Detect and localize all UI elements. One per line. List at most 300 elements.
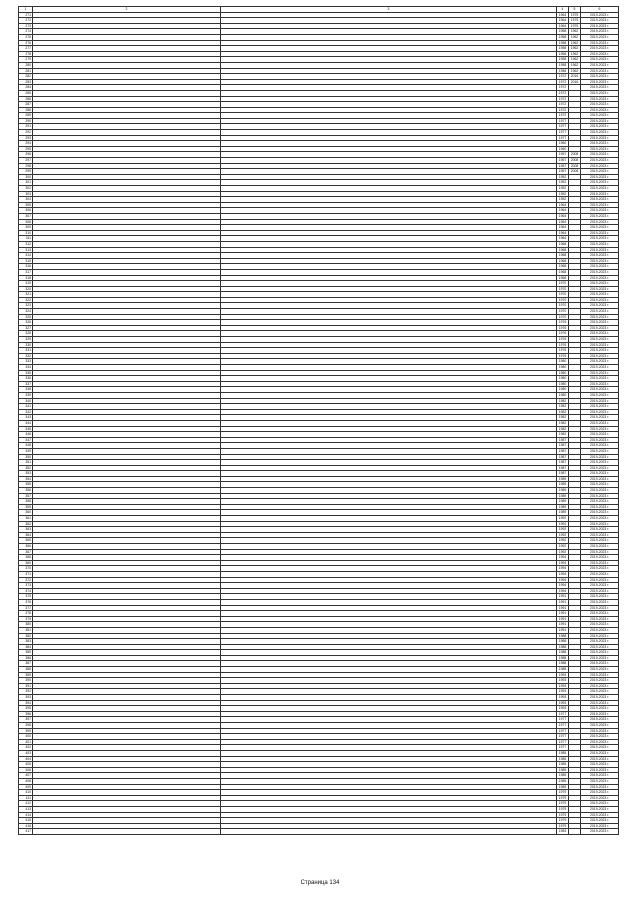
row-number-cell: 380 <box>19 622 33 628</box>
year-built-cell: 1958 <box>557 68 569 74</box>
year-built-cell: 1989 <box>557 504 569 510</box>
year-built-cell: 1972 <box>557 90 569 96</box>
period-cell: 2019-2023 г. <box>581 281 619 287</box>
period-cell: 2019-2023 г. <box>581 471 619 477</box>
year-built-cell: 1977 <box>557 135 569 141</box>
period-cell: 2019-2023 г. <box>581 532 619 538</box>
period-cell: 2019-2023 г. <box>581 661 619 667</box>
period-cell: 2019-2023 г. <box>581 370 619 376</box>
year-built-cell: 1979 <box>557 790 569 796</box>
year-built-cell: 1994 <box>557 588 569 594</box>
row-number-cell: 357 <box>19 493 33 499</box>
period-cell: 2019-2023 г. <box>581 90 619 96</box>
row-number-cell: 279 <box>19 57 33 63</box>
period-cell: 2019-2023 г. <box>581 801 619 807</box>
year-repair-cell: 1962 <box>569 34 581 40</box>
row-number-cell: 290 <box>19 118 33 124</box>
row-number-cell: 311 <box>19 236 33 242</box>
year-built-cell: 1968 <box>557 241 569 247</box>
row-number-cell: 280 <box>19 62 33 68</box>
period-cell: 2019-2023 г. <box>581 398 619 404</box>
year-built-cell: 1970 <box>557 314 569 320</box>
row-number-cell: 371 <box>19 571 33 577</box>
period-cell: 2019-2023 г. <box>581 303 619 309</box>
period-cell: 2019-2023 г. <box>581 420 619 426</box>
row-number-cell: 395 <box>19 706 33 712</box>
row-number-cell: 386 <box>19 655 33 661</box>
year-built-cell: 1980 <box>557 387 569 393</box>
year-built-cell: 1982 <box>557 432 569 438</box>
row-number-cell: 407 <box>19 773 33 779</box>
row-number-cell: 373 <box>19 583 33 589</box>
row-number-cell: 325 <box>19 314 33 320</box>
year-built-cell: 1964 <box>557 202 569 208</box>
column-header-year-repair: 5 <box>569 7 581 13</box>
row-number-cell: 319 <box>19 281 33 287</box>
year-built-cell: 1976 <box>557 337 569 343</box>
year-built-cell: 1972 <box>557 96 569 102</box>
column-header-period: 6 <box>581 7 619 13</box>
period-cell: 2019-2023 г. <box>581 706 619 712</box>
year-repair-cell: 2016 <box>569 74 581 80</box>
year-built-cell: 1968 <box>557 269 569 275</box>
period-cell: 2019-2023 г. <box>581 325 619 331</box>
year-repair-cell: 2008 <box>569 152 581 158</box>
period-cell: 2019-2023 г. <box>581 409 619 415</box>
year-repair-cell: 1962 <box>569 62 581 68</box>
year-repair-cell: 2016 <box>569 79 581 85</box>
period-cell: 2019-2023 г. <box>581 795 619 801</box>
row-number-cell: 381 <box>19 627 33 633</box>
period-cell: 2019-2023 г. <box>581 342 619 348</box>
period-cell: 2019-2023 г. <box>581 40 619 46</box>
row-number-cell: 291 <box>19 124 33 130</box>
year-built-cell: 1968 <box>557 264 569 270</box>
row-number-cell: 300 <box>19 174 33 180</box>
row-number-cell: 369 <box>19 560 33 566</box>
period-cell: 2019-2023 г. <box>581 286 619 292</box>
year-built-cell: 1952 <box>557 180 569 186</box>
row-number-cell: 374 <box>19 588 33 594</box>
period-cell: 2019-2023 г. <box>581 510 619 516</box>
work-type-cell <box>221 829 557 835</box>
period-cell: 2019-2023 г. <box>581 611 619 617</box>
period-cell: 2019-2023 г. <box>581 448 619 454</box>
row-number-cell: 355 <box>19 482 33 488</box>
period-cell: 2019-2023 г. <box>581 415 619 421</box>
row-number-cell: 338 <box>19 387 33 393</box>
period-cell: 2019-2023 г. <box>581 29 619 35</box>
year-built-cell: 1980 <box>557 365 569 371</box>
column-header-work-type: 3 <box>221 7 557 13</box>
period-cell: 2019-2023 г. <box>581 314 619 320</box>
period-cell: 2019-2023 г. <box>581 527 619 533</box>
row-number-cell: 326 <box>19 320 33 326</box>
year-built-cell: 1988 <box>557 633 569 639</box>
year-built-cell: 1977 <box>557 728 569 734</box>
period-cell: 2019-2023 г. <box>581 588 619 594</box>
row-number-cell: 378 <box>19 611 33 617</box>
year-built-cell: 1970 <box>557 286 569 292</box>
period-cell: 2019-2023 г. <box>581 337 619 343</box>
year-built-cell: 1970 <box>557 309 569 315</box>
period-cell: 2019-2023 г. <box>581 465 619 471</box>
period-cell: 2019-2023 г. <box>581 359 619 365</box>
year-built-cell: 1976 <box>557 342 569 348</box>
period-cell: 2019-2023 г. <box>581 18 619 24</box>
period-cell: 2019-2023 г. <box>581 353 619 359</box>
year-built-cell: 1976 <box>557 325 569 331</box>
year-built-cell: 1987 <box>557 454 569 460</box>
year-built-cell: 1982 <box>557 404 569 410</box>
row-number-cell: 411 <box>19 795 33 801</box>
period-cell: 2019-2023 г. <box>581 74 619 80</box>
row-number-cell: 331 <box>19 348 33 354</box>
year-built-cell: 1970 <box>557 303 569 309</box>
row-number-cell: 292 <box>19 130 33 136</box>
year-repair-cell: 1975 <box>569 23 581 29</box>
period-cell: 2019-2023 г. <box>581 348 619 354</box>
year-built-cell: 1976 <box>557 348 569 354</box>
period-cell: 2019-2023 г. <box>581 258 619 264</box>
period-cell: 2019-2023 г. <box>581 208 619 214</box>
row-number-cell: 362 <box>19 521 33 527</box>
row-number-cell: 312 <box>19 241 33 247</box>
period-cell: 2019-2023 г. <box>581 683 619 689</box>
year-built-cell: 1994 <box>557 566 569 572</box>
row-number-cell: 275 <box>19 34 33 40</box>
year-built-cell: 1977 <box>557 739 569 745</box>
period-cell: 2019-2023 г. <box>581 197 619 203</box>
period-cell: 2019-2023 г. <box>581 583 619 589</box>
row-number-cell: 298 <box>19 163 33 169</box>
row-number-cell: 356 <box>19 488 33 494</box>
row-number-cell: 404 <box>19 756 33 762</box>
row-number-cell: 361 <box>19 516 33 522</box>
period-cell: 2019-2023 г. <box>581 107 619 113</box>
column-header-number: 1 <box>19 7 33 13</box>
period-cell: 2019-2023 г. <box>581 381 619 387</box>
year-repair-cell: 1962 <box>569 68 581 74</box>
row-number-cell: 348 <box>19 443 33 449</box>
period-cell: 2019-2023 г. <box>581 773 619 779</box>
row-number-cell: 372 <box>19 577 33 583</box>
row-number-cell: 389 <box>19 672 33 678</box>
year-built-cell: 1991 <box>557 622 569 628</box>
row-number-cell: 315 <box>19 258 33 264</box>
row-number-cell: 412 <box>19 801 33 807</box>
row-number-cell: 283 <box>19 79 33 85</box>
year-built-cell: 1964 <box>557 219 569 225</box>
period-cell: 2019-2023 г. <box>581 672 619 678</box>
period-cell: 2019-2023 г. <box>581 633 619 639</box>
year-built-cell: 1979 <box>557 812 569 818</box>
row-number-cell: 353 <box>19 471 33 477</box>
row-number-cell: 322 <box>19 297 33 303</box>
year-built-cell: 1968 <box>557 275 569 281</box>
period-cell: 2019-2023 г. <box>581 689 619 695</box>
year-built-cell: 1985 <box>557 756 569 762</box>
year-built-cell: 1980 <box>557 359 569 365</box>
year-repair-cell: 1962 <box>569 29 581 35</box>
period-cell: 2019-2023 г. <box>581 806 619 812</box>
year-repair-cell: 1962 <box>569 40 581 46</box>
row-number-cell: 317 <box>19 269 33 275</box>
year-built-cell: 1958 <box>557 29 569 35</box>
period-cell: 2019-2023 г. <box>581 504 619 510</box>
row-number-cell: 350 <box>19 454 33 460</box>
row-number-cell: 313 <box>19 247 33 253</box>
year-built-cell: 1977 <box>557 130 569 136</box>
year-built-cell: 1988 <box>557 661 569 667</box>
year-built-cell: 1988 <box>557 667 569 673</box>
year-built-cell: 1991 <box>557 627 569 633</box>
table-row <box>19 829 619 835</box>
year-built-cell: 1988 <box>557 639 569 645</box>
row-number-cell: 340 <box>19 398 33 404</box>
row-number-cell: 345 <box>19 426 33 432</box>
period-cell: 2019-2023 г. <box>581 230 619 236</box>
row-number-cell: 318 <box>19 275 33 281</box>
period-cell: 2019-2023 г. <box>581 57 619 63</box>
year-built-cell: 1983 <box>557 829 569 835</box>
period-cell: 2019-2023 г. <box>581 616 619 622</box>
year-built-cell: 1979 <box>557 806 569 812</box>
period-cell: 2019-2023 г. <box>581 560 619 566</box>
row-number-cell: 376 <box>19 599 33 605</box>
period-cell: 2019-2023 г. <box>581 499 619 505</box>
row-number-cell: 288 <box>19 107 33 113</box>
year-built-cell: 1989 <box>557 482 569 488</box>
row-number-cell: 406 <box>19 767 33 773</box>
year-repair-cell: 2008 <box>569 158 581 164</box>
year-built-cell: 1958 <box>557 46 569 52</box>
row-number-cell: 414 <box>19 812 33 818</box>
year-built-cell: 1972 <box>557 85 569 91</box>
year-built-cell: 1992 <box>557 532 569 538</box>
row-number-cell: 321 <box>19 292 33 298</box>
period-cell: 2019-2023 г. <box>581 96 619 102</box>
row-number-cell: 302 <box>19 186 33 192</box>
row-number-cell: 337 <box>19 381 33 387</box>
year-built-cell: 1980 <box>557 370 569 376</box>
year-repair-cell: 1975 <box>569 12 581 18</box>
row-number-cell: 284 <box>19 85 33 91</box>
row-number-cell: 402 <box>19 745 33 751</box>
period-cell: 2019-2023 г. <box>581 812 619 818</box>
year-built-cell: 1994 <box>557 583 569 589</box>
row-number-cell: 382 <box>19 633 33 639</box>
row-number-cell: 385 <box>19 650 33 656</box>
year-built-cell: 1994 <box>557 560 569 566</box>
row-number-cell: 400 <box>19 734 33 740</box>
period-cell: 2019-2023 г. <box>581 297 619 303</box>
period-cell: 2019-2023 г. <box>581 750 619 756</box>
row-number-cell: 333 <box>19 359 33 365</box>
row-number-cell: 396 <box>19 711 33 717</box>
year-built-cell: 1993 <box>557 689 569 695</box>
period-cell: 2019-2023 г. <box>581 555 619 561</box>
row-number-cell: 351 <box>19 460 33 466</box>
row-number-cell: 335 <box>19 370 33 376</box>
row-number-cell: 276 <box>19 40 33 46</box>
period-cell: 2019-2023 г. <box>581 571 619 577</box>
row-number-cell: 363 <box>19 527 33 533</box>
year-built-cell: 1980 <box>557 392 569 398</box>
period-cell: 2019-2023 г. <box>581 113 619 119</box>
year-repair-cell: 1962 <box>569 51 581 57</box>
year-built-cell: 1994 <box>557 571 569 577</box>
period-cell: 2019-2023 г. <box>581 549 619 555</box>
period-cell: 2019-2023 г. <box>581 739 619 745</box>
year-built-cell: 1991 <box>557 594 569 600</box>
row-number-cell: 393 <box>19 695 33 701</box>
row-number-cell: 334 <box>19 365 33 371</box>
page-footer <box>0 880 640 886</box>
period-cell: 2019-2023 г. <box>581 818 619 824</box>
year-built-cell: 1964 <box>557 12 569 18</box>
row-number-cell: 349 <box>19 448 33 454</box>
period-cell: 2019-2023 г. <box>581 51 619 57</box>
year-built-cell: 1964 <box>557 236 569 242</box>
year-built-cell: 1979 <box>557 818 569 824</box>
row-number-cell: 297 <box>19 158 33 164</box>
year-built-cell: 1957 <box>557 158 569 164</box>
year-built-cell: 1985 <box>557 778 569 784</box>
period-cell: 2019-2023 г. <box>581 454 619 460</box>
year-built-cell: 1993 <box>557 678 569 684</box>
row-number-cell: 405 <box>19 762 33 768</box>
period-cell: 2019-2023 г. <box>581 202 619 208</box>
year-built-cell: 1957 <box>557 163 569 169</box>
period-cell: 2019-2023 г. <box>581 622 619 628</box>
year-built-cell: 1964 <box>557 23 569 29</box>
period-cell: 2019-2023 г. <box>581 213 619 219</box>
period-cell: 2019-2023 г. <box>581 163 619 169</box>
year-repair-cell: 1975 <box>569 18 581 24</box>
row-number-cell: 316 <box>19 264 33 270</box>
year-built-cell: 1988 <box>557 650 569 656</box>
row-number-cell: 309 <box>19 225 33 231</box>
year-built-cell: 1985 <box>557 762 569 768</box>
period-cell: 2019-2023 г. <box>581 247 619 253</box>
year-built-cell: 1988 <box>557 644 569 650</box>
row-number-cell: 384 <box>19 644 33 650</box>
period-cell: 2019-2023 г. <box>581 734 619 740</box>
period-cell: 2019-2023 г. <box>581 650 619 656</box>
year-built-cell: 1992 <box>557 516 569 522</box>
row-number-cell: 364 <box>19 532 33 538</box>
year-built-cell: 1970 <box>557 281 569 287</box>
year-built-cell: 1989 <box>557 476 569 482</box>
year-built-cell: 1952 <box>557 186 569 192</box>
row-number-cell: 366 <box>19 544 33 550</box>
row-number-cell: 308 <box>19 219 33 225</box>
row-number-cell: 359 <box>19 504 33 510</box>
period-cell: 2019-2023 г. <box>581 85 619 91</box>
row-number-cell: 295 <box>19 146 33 152</box>
row-number-cell: 293 <box>19 135 33 141</box>
row-number-cell: 398 <box>19 723 33 729</box>
row-number-cell: 271 <box>19 12 33 18</box>
year-built-cell: 1964 <box>557 230 569 236</box>
row-number-cell: 306 <box>19 208 33 214</box>
row-number-cell: 336 <box>19 376 33 382</box>
year-repair-cell: 1962 <box>569 46 581 52</box>
row-number-cell: 294 <box>19 141 33 147</box>
row-number-cell: 342 <box>19 409 33 415</box>
row-number-cell: 285 <box>19 90 33 96</box>
period-cell: 2019-2023 г. <box>581 309 619 315</box>
period-cell: 2019-2023 г. <box>581 169 619 175</box>
period-cell: 2019-2023 г. <box>581 68 619 74</box>
year-built-cell: 1993 <box>557 695 569 701</box>
year-built-cell: 1991 <box>557 605 569 611</box>
row-number-cell: 274 <box>19 29 33 35</box>
year-built-cell: 1958 <box>557 57 569 63</box>
period-cell: 2019-2023 г. <box>581 605 619 611</box>
year-repair-cell: 2008 <box>569 169 581 175</box>
year-built-cell: 1993 <box>557 672 569 678</box>
period-cell: 2019-2023 г. <box>581 146 619 152</box>
row-number-cell: 327 <box>19 325 33 331</box>
row-number-cell: 296 <box>19 152 33 158</box>
row-number-cell: 330 <box>19 342 33 348</box>
year-built-cell: 1977 <box>557 711 569 717</box>
period-cell: 2019-2023 г. <box>581 158 619 164</box>
row-number-cell: 343 <box>19 415 33 421</box>
period-cell: 2019-2023 г. <box>581 655 619 661</box>
row-number-cell: 390 <box>19 678 33 684</box>
year-built-cell: 1987 <box>557 465 569 471</box>
period-cell: 2019-2023 г. <box>581 599 619 605</box>
year-built-cell: 1964 <box>557 18 569 24</box>
period-cell: 2019-2023 г. <box>581 538 619 544</box>
year-built-cell: 1989 <box>557 510 569 516</box>
row-number-cell: 289 <box>19 113 33 119</box>
year-built-cell: 1994 <box>557 577 569 583</box>
row-number-cell: 347 <box>19 437 33 443</box>
row-number-cell: 341 <box>19 404 33 410</box>
row-number-cell: 408 <box>19 778 33 784</box>
period-cell: 2019-2023 г. <box>581 639 619 645</box>
row-number-cell: 332 <box>19 353 33 359</box>
period-cell: 2019-2023 г. <box>581 130 619 136</box>
period-cell: 2019-2023 г. <box>581 186 619 192</box>
row-number-cell: 272 <box>19 18 33 24</box>
period-cell: 2019-2023 г. <box>581 264 619 270</box>
year-built-cell: 1977 <box>557 118 569 124</box>
year-built-cell: 1993 <box>557 706 569 712</box>
year-built-cell: 1992 <box>557 538 569 544</box>
period-cell: 2019-2023 г. <box>581 180 619 186</box>
period-cell: 2019-2023 г. <box>581 667 619 673</box>
period-cell: 2019-2023 г. <box>581 79 619 85</box>
row-number-cell: 401 <box>19 739 33 745</box>
year-built-cell: 1970 <box>557 292 569 298</box>
row-number-cell: 301 <box>19 180 33 186</box>
year-repair-cell <box>569 829 581 835</box>
period-cell: 2019-2023 г. <box>581 566 619 572</box>
period-cell: 2019-2023 г. <box>581 756 619 762</box>
year-built-cell: 1957 <box>557 152 569 158</box>
year-built-cell: 1992 <box>557 527 569 533</box>
period-cell: 2019-2023 г. <box>581 426 619 432</box>
year-built-cell: 1988 <box>557 655 569 661</box>
year-built-cell: 1987 <box>557 443 569 449</box>
year-built-cell: 1991 <box>557 611 569 617</box>
period-cell: 2019-2023 г. <box>581 118 619 124</box>
